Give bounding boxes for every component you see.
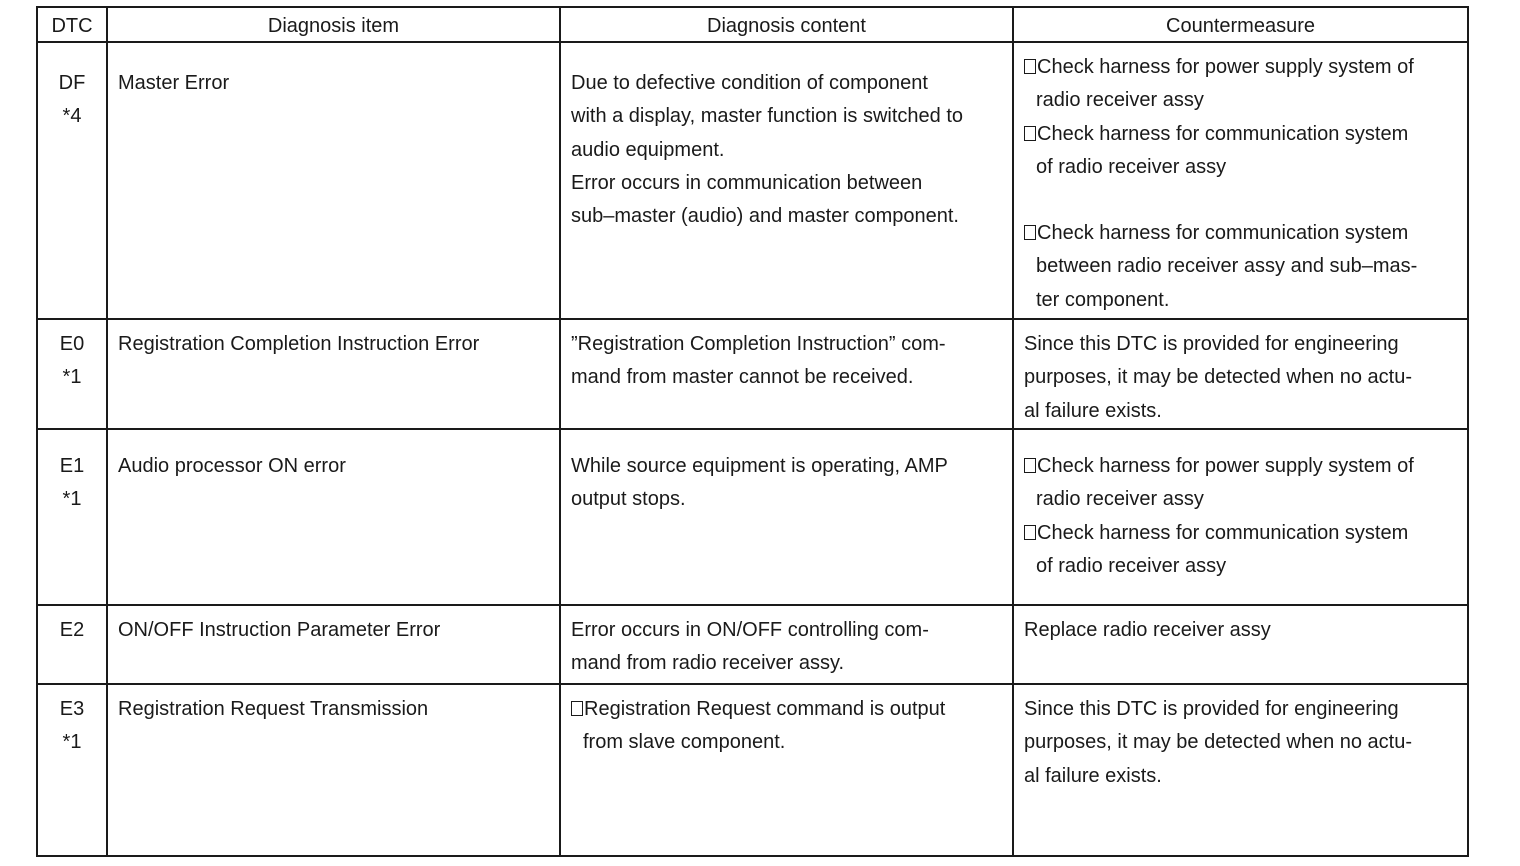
diagnosis-item-cell bbox=[107, 319, 560, 429]
content-line: from slave component. bbox=[583, 731, 786, 754]
dtc-cell bbox=[37, 42, 107, 319]
diagnosis-item-cell bbox=[107, 684, 560, 856]
checkbox-icon bbox=[1024, 126, 1036, 141]
countermeasure-line: purposes, it may be detected when no actu- bbox=[1024, 731, 1413, 754]
countermeasure-cell bbox=[1013, 429, 1468, 605]
dtc-note: *1 bbox=[62, 366, 82, 389]
countermeasure-line: purposes, it may be detected when no actu- bbox=[1024, 366, 1413, 389]
table-row bbox=[37, 684, 1468, 856]
countermeasure-line: al failure exists. bbox=[1024, 399, 1162, 422]
diagnosis-item-cell bbox=[107, 42, 560, 319]
content-line: Registration Request command is output bbox=[584, 698, 946, 720]
diagnosis-item: Master Error bbox=[118, 72, 230, 94]
checkbox-icon bbox=[1024, 225, 1036, 240]
dtc-note: *4 bbox=[62, 105, 82, 128]
content-line: Error occurs in ON/OFF controlling com- bbox=[571, 619, 929, 641]
content-line: sub–master (audio) and master component. bbox=[571, 205, 959, 228]
countermeasure-line: ter component. bbox=[1036, 288, 1170, 311]
diagnosis-item: Registration Completion Instruction Error bbox=[118, 333, 480, 355]
content-line: audio equipment. bbox=[571, 138, 725, 161]
diagnosis-item: Audio processor ON error bbox=[118, 455, 346, 477]
countermeasure-cell bbox=[1013, 42, 1468, 319]
header-diagnosis-content: Diagnosis content bbox=[560, 7, 1013, 42]
countermeasure-line: Check harness for communication system bbox=[1037, 521, 1409, 544]
dtc-cell bbox=[37, 429, 107, 605]
table-row bbox=[37, 429, 1468, 605]
content-line: ”Registration Completion Instruction” com- bbox=[571, 333, 946, 355]
countermeasure-line: Replace radio receiver assy bbox=[1024, 619, 1271, 641]
countermeasure-cell bbox=[1013, 319, 1468, 429]
dtc-code: E2 bbox=[59, 619, 85, 641]
header-diagnosis-item: Diagnosis item bbox=[107, 7, 560, 42]
countermeasure-line: radio receiver assy bbox=[1036, 89, 1204, 112]
content-line: Error occurs in communication between bbox=[571, 171, 923, 194]
checkbox-icon bbox=[1024, 525, 1036, 540]
countermeasure-line: Since this DTC is provided for engineering bbox=[1024, 698, 1399, 720]
diagnosis-item-cell bbox=[107, 605, 560, 684]
spacer bbox=[1024, 184, 1459, 217]
content-line: mand from radio receiver assy. bbox=[571, 652, 845, 675]
checkbox-icon bbox=[571, 701, 583, 716]
dtc-note: *1 bbox=[62, 731, 82, 754]
countermeasure-line: Check harness for power supply system of bbox=[1037, 455, 1414, 477]
table-row bbox=[37, 42, 1468, 319]
header-countermeasure: Countermeasure bbox=[1013, 7, 1468, 42]
dtc-code: E0 bbox=[59, 333, 85, 355]
table-row bbox=[37, 319, 1468, 429]
countermeasure-cell bbox=[1013, 684, 1468, 856]
countermeasure-line: of radio receiver assy bbox=[1036, 155, 1227, 178]
diagnosis-content-cell bbox=[560, 684, 1013, 856]
dtc-code: E3 bbox=[59, 698, 85, 720]
checkbox-icon bbox=[1024, 59, 1036, 74]
dtc-code: E1 bbox=[59, 455, 85, 477]
content-line: output stops. bbox=[571, 488, 686, 511]
header-dtc: DTC bbox=[37, 7, 107, 42]
countermeasure-line: Since this DTC is provided for engineering bbox=[1024, 333, 1399, 355]
diagnosis-item: ON/OFF Instruction Parameter Error bbox=[118, 619, 441, 641]
diagnosis-content-cell bbox=[560, 429, 1013, 605]
countermeasure-line: of radio receiver assy bbox=[1036, 554, 1227, 577]
diagnosis-item-cell bbox=[107, 429, 560, 605]
countermeasure-line: between radio receiver assy and sub–mas- bbox=[1036, 255, 1418, 278]
countermeasure-line: radio receiver assy bbox=[1036, 488, 1204, 511]
content-line: with a display, master function is switched to bbox=[571, 105, 964, 128]
countermeasure-line: Check harness for communication system bbox=[1037, 222, 1409, 245]
countermeasure-cell bbox=[1013, 605, 1468, 684]
content-line: While source equipment is operating, AMP bbox=[571, 455, 948, 477]
content-line: mand from master cannot be received. bbox=[571, 366, 914, 389]
diagnosis-content-cell bbox=[560, 42, 1013, 319]
dtc-cell bbox=[37, 605, 107, 684]
table-row bbox=[37, 605, 1468, 684]
dtc-table bbox=[36, 6, 1469, 857]
diagnosis-item: Registration Request Transmission bbox=[118, 698, 429, 720]
dtc-note: *1 bbox=[62, 488, 82, 511]
diagnosis-content-cell bbox=[560, 605, 1013, 684]
diagnosis-content-cell bbox=[560, 319, 1013, 429]
dtc-cell bbox=[37, 319, 107, 429]
header-row bbox=[37, 7, 1468, 42]
checkbox-icon bbox=[1024, 458, 1036, 473]
dtc-code: DF bbox=[58, 72, 86, 94]
content-line: Due to defective condition of component bbox=[571, 72, 928, 94]
countermeasure-line: Check harness for communication system bbox=[1037, 122, 1409, 145]
countermeasure-line: al failure exists. bbox=[1024, 764, 1162, 787]
countermeasure-line: Check harness for power supply system of bbox=[1037, 56, 1414, 78]
dtc-cell bbox=[37, 684, 107, 856]
